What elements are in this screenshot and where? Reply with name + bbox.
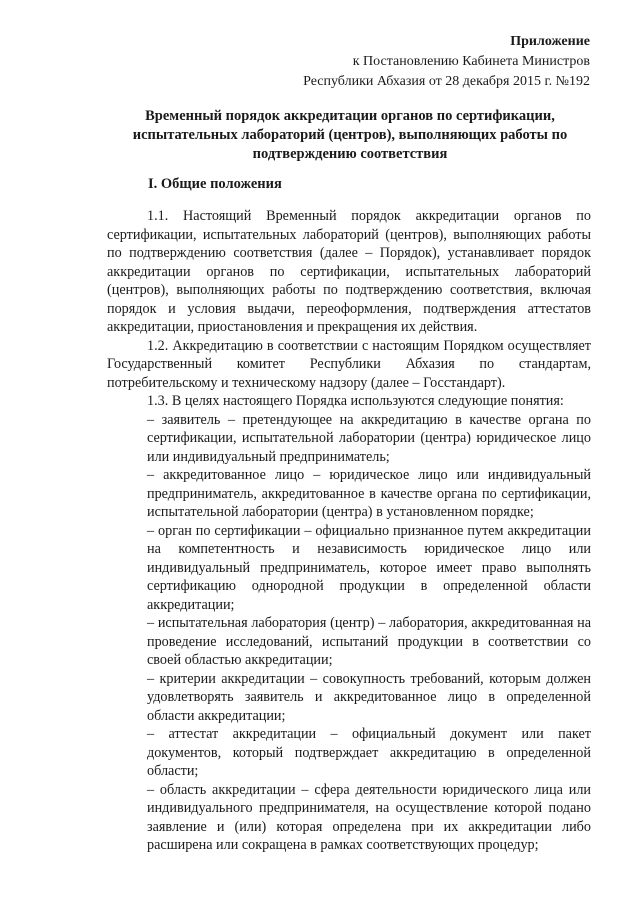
definition-accredited-person: – аккредитованное лицо – юридическое лицо или индивидуальный предприниматель, аккредитованное в качестве органа по сертификации, испытательной лаборатории (центра) в установленном порядке;: [147, 467, 591, 520]
appendix-line-1: к Постановлению Кабинета Министров: [352, 54, 590, 69]
document-title: Временный порядок аккредитации органов по сертификации, испытательных лабораторий (центров), выполняющих работы по подтверждению соответствия: [132, 108, 568, 162]
appendix-title: Приложение: [510, 34, 590, 49]
appendix-header: [190, 32, 590, 92]
paragraph-1-1: 1.1. Настоящий Временный порядок аккредитации органов по сертификации, испытательных лабораторий (центров), выполняющих работы по подтверждению соответствия (далее – Порядок), устанавливает порядок аккредитации органов по сертификации, испытательных лабораторий (центров), выполняющих работы по подтверждению соответствия, включая порядок и условия выдачи, переоформления, подтверждения аттестатов аккредитации, приостановления и прекращения их действия.: [107, 208, 591, 335]
paragraph-1-2: 1.2. Аккредитацию в соответствии с настоящим Порядком осуществляет Государственный комитет Республики Абхазия по стандартам, потребительскому и техническому надзору (далее – Госстандарт).: [107, 337, 591, 391]
definition-accreditation-criteria: – критерии аккредитации – совокупность требований, которым должен удовлетворять заявитель и аккредитованное лицо в определенной области аккредитации;: [147, 670, 591, 724]
appendix-line-2: Республики Абхазия от 28 декабря 2015 г. №192: [303, 74, 590, 89]
definition-testing-laboratory: – испытательная лаборатория (центр) – лаборатория, аккредитованная на проведение исследований, испытаний продукции в соответствии со своей областью аккредитации;: [147, 615, 591, 668]
section-heading: I. Общие положения: [148, 176, 282, 192]
definition-accreditation-certificate: – аттестат аккредитации – официальный документ или пакет документов, который подтверждает аккредитацию в определенной области;: [147, 726, 591, 779]
definition-accreditation-scope: – область аккредитации – сфера деятельности юридического лица или индивидуального предпринимателя, на осуществление которой подано заявление и (или) которая определена при их аккредитации либо расширена или сокращена в рамках соответствующих процедур;: [147, 781, 591, 853]
definition-applicant: – заявитель – претендующее на аккредитацию в качестве органа по сертификации, испытательной лаборатории (центра) юридическое лицо или индивидуальный предприниматель;: [147, 411, 591, 465]
paragraph-1-3: 1.3. В целях настоящего Порядка используются следующие понятия:: [147, 393, 564, 409]
definition-certification-body: – орган по сертификации – официально признанное путем аккредитации на компетентность и независимость юридическое лицо или индивидуальный предприниматель, которое имеет право выполнять сертификацию однородной продукции в определенной области аккредитации;: [147, 522, 591, 613]
document-body: [107, 207, 591, 855]
